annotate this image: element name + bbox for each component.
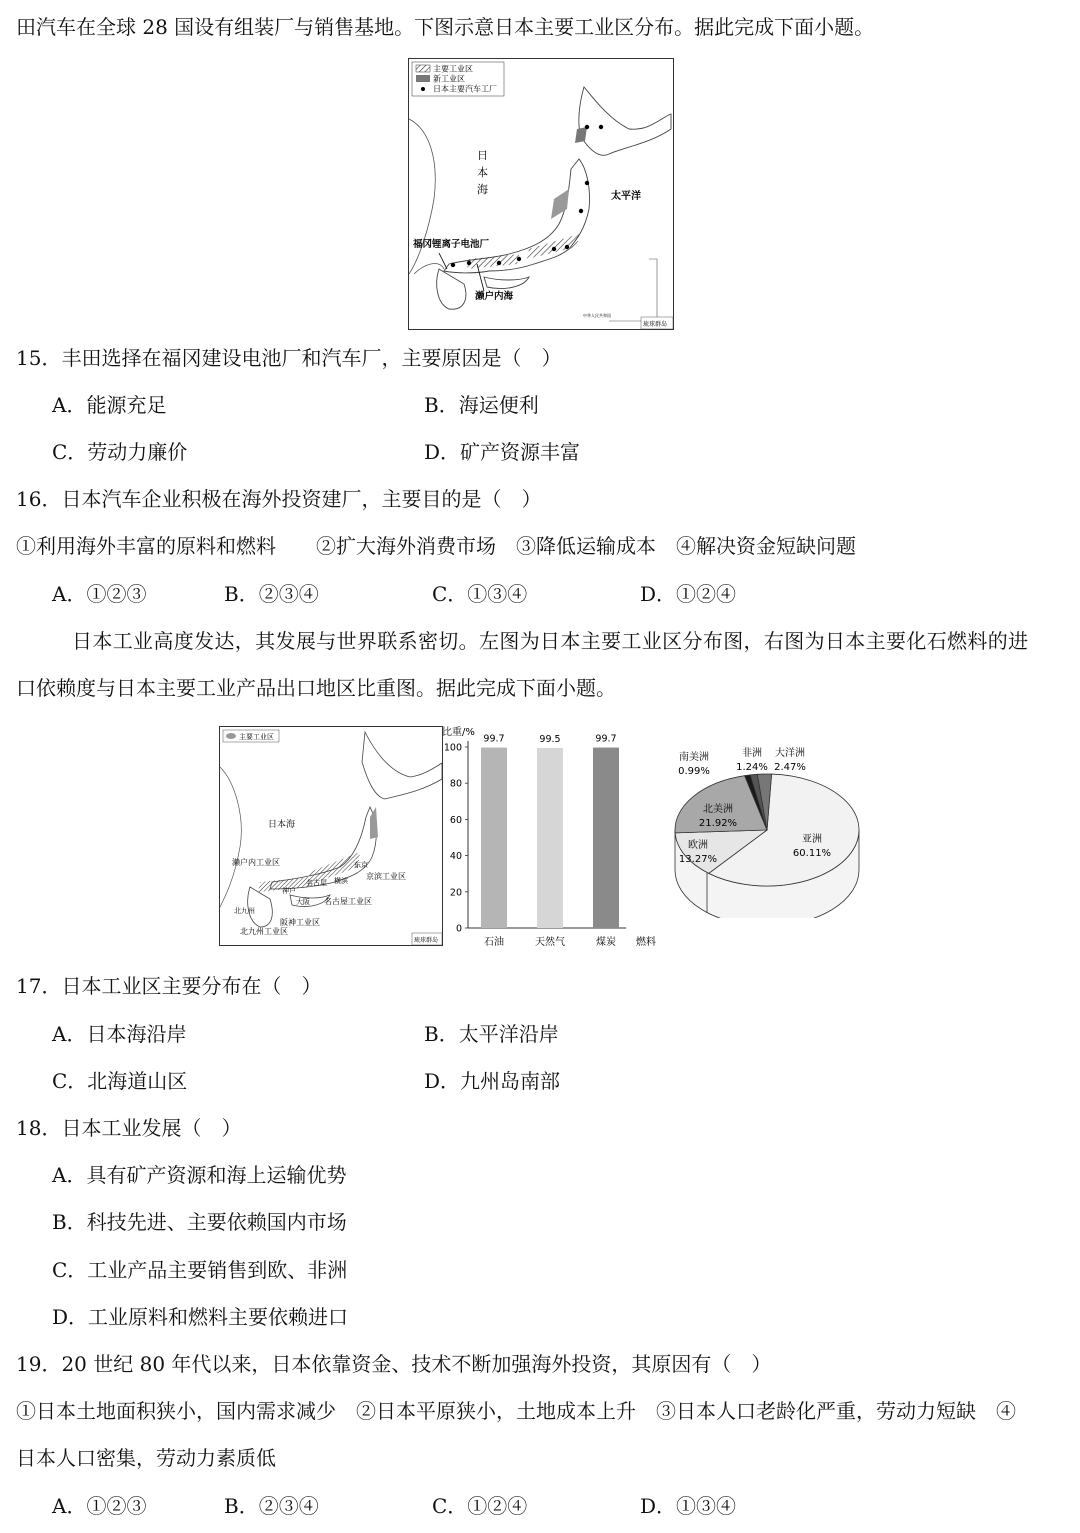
label-corner: 琉球群岛 <box>643 321 668 328</box>
label-inland-sea: 濑户内海 <box>475 291 514 302</box>
passage2-line2: 口依赖度与日本主要工业产品出口地区比重图。据此完成下面小题。 <box>16 676 616 700</box>
label-small: 中华人民共和国 <box>583 313 611 318</box>
pie-value-3: 0.99% <box>678 766 710 777</box>
map2-label-keihin: 京滨工业区 <box>366 872 406 881</box>
q15-option-a[interactable]: A．能源充足 <box>52 393 167 417</box>
legend-swatch-2 <box>226 733 236 739</box>
map2-label-sea: 日本海 <box>268 820 296 830</box>
map2-label-corner: 琉球群岛 <box>414 937 439 944</box>
q19-items-line1: ①日本土地面积狭小，国内需求减少 ②日本平原狭小，土地成本上升 ③日本人口老龄化严重，劳动力短缺 ④ <box>16 1399 1016 1423</box>
bar-2 <box>593 748 619 928</box>
map2-label-tokyo: 东京 <box>354 861 368 869</box>
q15-option-d[interactable]: D．矿产资源丰富 <box>424 440 581 464</box>
q18-option-d[interactable]: D．工业原料和燃料主要依赖进口 <box>52 1305 349 1329</box>
label-sea-1: 日 <box>477 149 488 162</box>
q19-option-d[interactable]: D．①③④ <box>640 1494 737 1518</box>
y-tick-label: 80 <box>449 778 462 790</box>
map2-label-osaka: 大阪 <box>296 898 310 906</box>
q17-option-a[interactable]: A．日本海沿岸 <box>52 1022 187 1046</box>
q15-stem: 15．丰田选择在福冈建设电池厂和汽车厂，主要原因是（ ） <box>16 346 562 370</box>
q16-option-c[interactable]: C．①③④ <box>432 582 528 606</box>
map2-label-yokohama: 横滨 <box>334 877 348 885</box>
q18-stem: 18．日本工业发展（ ） <box>16 1116 242 1140</box>
pie-label-4: 非洲 <box>742 748 762 759</box>
category-label: 煤炭 <box>596 937 616 948</box>
legend-main: 主要工业区 <box>433 64 473 74</box>
q15-option-b[interactable]: B．海运便利 <box>424 393 539 417</box>
y-tick-label: 0 <box>455 923 462 935</box>
q16-option-b[interactable]: B．②③④ <box>224 582 319 606</box>
q19-items-line2: 日本人口密集，劳动力素质低 <box>16 1446 276 1470</box>
map2-legend: 主要工业区 <box>239 733 274 741</box>
fuel-import-bar-chart <box>440 720 670 952</box>
q17-option-b[interactable]: B．太平洋沿岸 <box>424 1022 559 1046</box>
q18-option-c[interactable]: C．工业产品主要销售到欧、非洲 <box>52 1258 348 1282</box>
bar-value-label: 99.5 <box>539 733 561 745</box>
pie-value-0: 60.11% <box>792 848 832 859</box>
q16-option-d[interactable]: D．①②④ <box>640 582 737 606</box>
category-label: 石油 <box>484 937 504 948</box>
q19-option-a[interactable]: A．①②③ <box>52 1494 147 1518</box>
q17-stem: 17．日本工业区主要分布在（ ） <box>16 974 322 998</box>
q15-option-c[interactable]: C．劳动力廉价 <box>52 440 188 464</box>
export-region-pie-chart <box>672 742 872 918</box>
q18-option-a[interactable]: A．具有矿产资源和海上运输优势 <box>52 1163 347 1187</box>
pie-label-5: 大洋洲 <box>775 748 805 759</box>
bar-0 <box>481 748 507 928</box>
map2-label-hanshin: 阪神工业区 <box>280 918 320 927</box>
y-tick-label: 40 <box>449 851 462 863</box>
q16-option-a[interactable]: A．①②③ <box>52 582 147 606</box>
pie-value-5: 2.47% <box>774 762 806 773</box>
legend-new-swatch <box>416 75 430 82</box>
q17-option-c[interactable]: C．北海道山区 <box>52 1069 188 1093</box>
japan-industry-map-1 <box>408 58 674 330</box>
pie-value-2: 21.92% <box>698 818 738 829</box>
y-tick-label: 100 <box>443 742 462 754</box>
legend-hatch-swatch <box>416 65 430 72</box>
bar-value-label: 99.7 <box>595 733 617 745</box>
pie-label-1: 欧洲 <box>688 840 708 851</box>
legend-dot <box>421 87 425 91</box>
category-label: 天然气 <box>535 937 565 948</box>
passage2-line1: 日本工业高度发达，其发展与世界联系密切。左图为日本主要工业区分布图，右图为日本主要化石燃料的进 <box>72 629 1029 653</box>
y-tick-label: 20 <box>449 887 462 899</box>
q19-stem: 19．20 世纪 80 年代以来，日本依靠资金、技术不断加强海外投资，其原因有（ ） <box>16 1352 772 1376</box>
y-tick-label: 60 <box>449 814 462 826</box>
bar-value-label: 99.7 <box>483 733 505 745</box>
map2-label-kitakyushu-city: 北九州 <box>234 907 255 915</box>
bar-1 <box>537 748 563 928</box>
x-axis-label: 燃料 <box>636 937 656 948</box>
legend-plant: 日本主要汽车工厂 <box>433 84 497 94</box>
map2-label-nagoya-ind: 名古屋工业区 <box>324 897 372 906</box>
japan-industry-map-2 <box>219 726 443 946</box>
pie-label-2: 北美洲 <box>703 804 733 815</box>
pie-value-4: 1.24% <box>736 762 768 773</box>
pie-label-3: 南美洲 <box>679 752 709 763</box>
legend-new: 新工业区 <box>433 74 465 84</box>
q19-option-b[interactable]: B．②③④ <box>224 1494 319 1518</box>
q19-option-c[interactable]: C．①②④ <box>432 1494 528 1518</box>
pie-label-0: 亚洲 <box>802 834 822 845</box>
intro-text: 田汽车在全球 28 国设有组装厂与销售基地。下图示意日本主要工业区分布。据此完成下面小题。 <box>16 15 875 39</box>
y-axis-label: 比重/% <box>442 727 475 738</box>
map2-label-kobe: 神户 <box>282 887 296 895</box>
q17-option-d[interactable]: D．九州岛南部 <box>424 1069 561 1093</box>
map2-label-nagoya: 名古屋 <box>306 879 327 887</box>
label-fukuoka-plant: 福冈锂离子电池厂 <box>413 239 490 250</box>
label-pacific: 太平洋 <box>611 191 641 202</box>
pie-value-1: 13.27% <box>678 854 718 865</box>
map2-label-setouchi: 濑户内工业区 <box>232 858 280 867</box>
q16-items: ①利用海外丰富的原料和燃料 ②扩大海外消费市场 ③降低运输成本 ④解决资金短缺问题 <box>16 534 856 558</box>
q16-stem: 16．日本汽车企业积极在海外投资建厂，主要目的是（ ） <box>16 487 542 511</box>
svg-text:本: 本 <box>477 166 488 179</box>
q18-option-b[interactable]: B．科技先进、主要依赖国内市场 <box>52 1210 347 1234</box>
map2-label-kitakyushu: 北九州工业区 <box>240 927 288 936</box>
svg-text:海: 海 <box>477 183 488 196</box>
